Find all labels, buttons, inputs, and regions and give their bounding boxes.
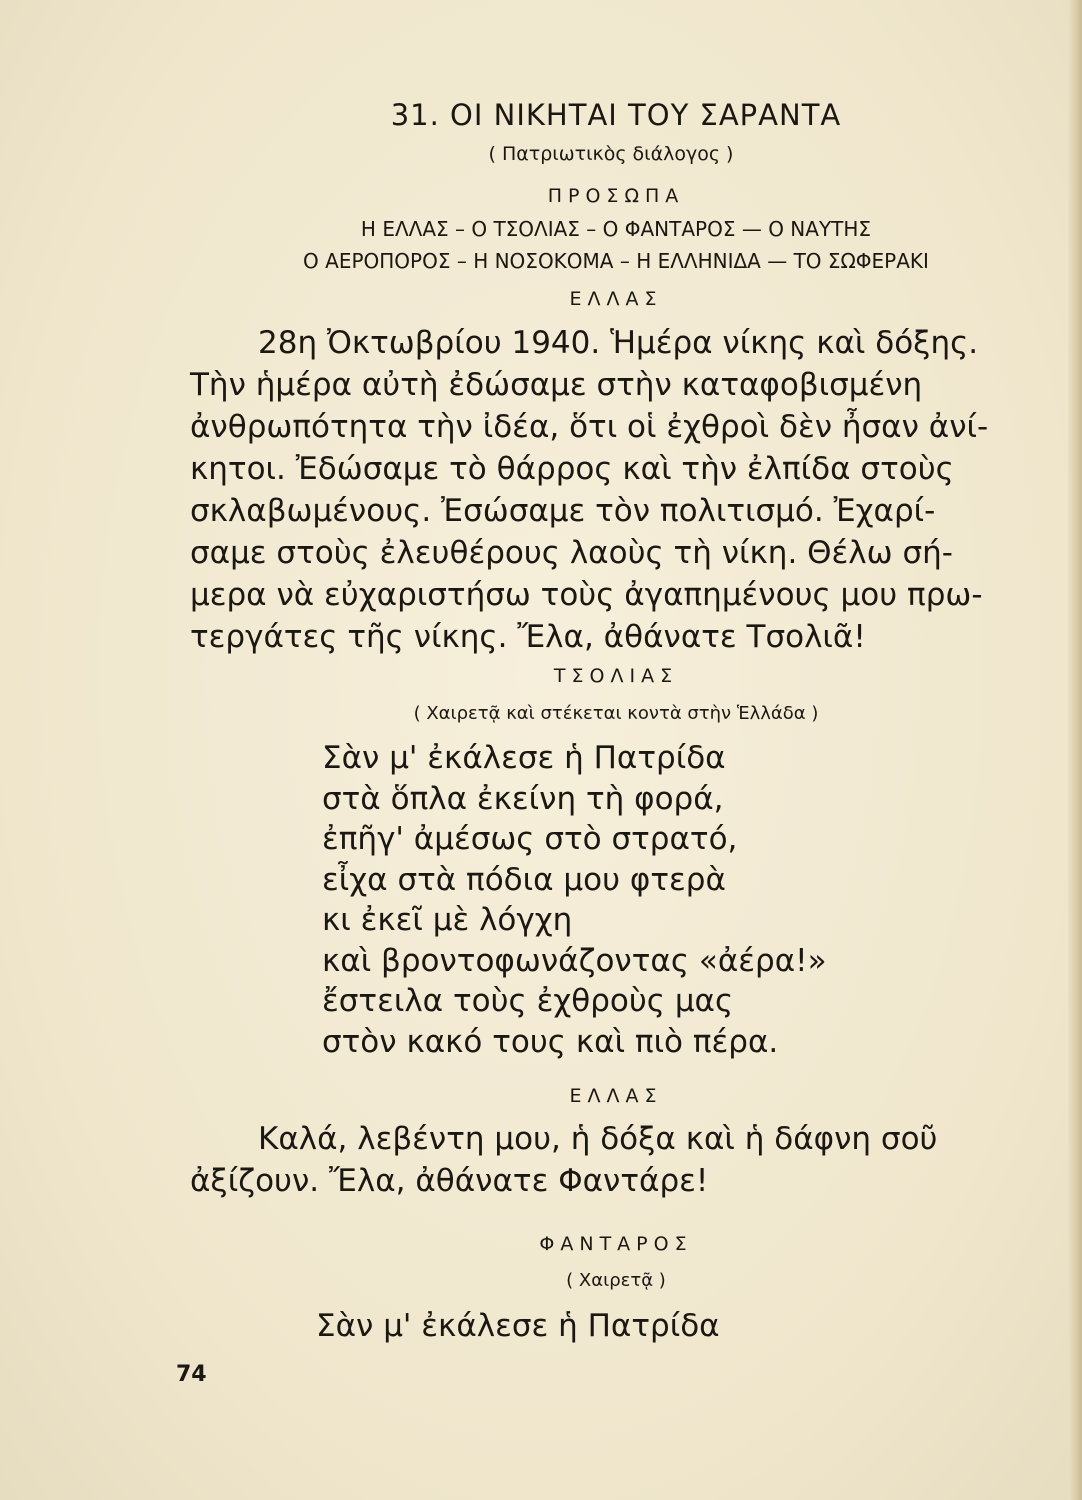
verse-line: ἔστειλα τοὺς ἐχθροὺς μας <box>322 983 734 1019</box>
persons-heading: ΠΡΟΣΩΠΑ <box>547 185 685 207</box>
speech-line: κητοι. Ἐδώσαμε τὸ θάρρος καὶ τὴν ἐλπίδα στοὺς <box>190 451 954 487</box>
verse-line: στὰ ὅπλα ἐκείνη τὴ φορά, <box>322 780 724 817</box>
poem-title: 31. ΟΙ ΝΙΚΗΤΑΙ ΤΟΥ ΣΑΡΑΝΤΑ <box>390 98 842 132</box>
speaker-fantaros: ΦΑΝΤΑΡΟΣ <box>539 1233 693 1255</box>
speech-line: σκλαβωμένους. Ἐσώσαμε τὸν πολιτισμό. Ἐχαρί- <box>190 493 936 529</box>
speaker-ellas-1: ΕΛΛΑΣ <box>569 288 663 310</box>
page-number: 74 <box>176 1362 207 1387</box>
verse-line: καὶ βροντοφωνάζοντας «ἀέρα!» <box>322 942 827 979</box>
speaker-tsolias: ΤΣΟΛΙΑΣ <box>553 665 679 687</box>
verse-fantaros <box>316 1306 720 1347</box>
speech-line: 28η Ὀκτωβρίου 1940. Ἡμέρα νίκης καὶ δόξης. <box>258 325 979 361</box>
stage-direction-tsolias: ( Χαιρετᾷ καὶ στέκεται κοντὰ στὴν Ἑλλάδα ) <box>413 703 819 724</box>
verse-line: κι ἐκεῖ μὲ λόγχη <box>322 902 573 938</box>
verse-line: εἶχα στὰ πόδια μου φτερὰ <box>322 861 726 898</box>
verse-line: στὸν κακό τους καὶ πιὸ πέρα. <box>322 1023 779 1060</box>
speech-line: τεργάτες τῆς νίκης. Ἔλα, ἀθάνατε Τσολιᾶ! <box>190 619 866 655</box>
speech-line: Τὴν ἡμέρα αὐτὴ ἐδώσαμε στὴν καταφοβισμένη <box>190 367 923 403</box>
poem-subtitle: ( Πατριωτικὸς διάλογος ) <box>488 143 734 165</box>
verse-tsolias <box>322 738 827 1062</box>
speech-line: Καλά, λεβέντη μου, ἡ δόξα καὶ ἡ δάφνη σοῦ <box>258 1121 938 1157</box>
speech-line: σαμε στοὺς ἐλευθέρους λαοὺς τὴ νίκη. Θέλω σή- <box>190 535 953 571</box>
verse-line: ἐπῆγ' ἀμέσως στὸ στρατό, <box>322 821 738 857</box>
speech-ellas-2 <box>190 1118 1030 1202</box>
speech-line: ἀξίζουν. Ἔλα, ἀθάνατε Φαντάρε! <box>190 1163 709 1199</box>
verse-line: Σὰν μ' ἐκάλεσε ἡ Πατρίδα <box>322 740 726 776</box>
speech-ellas-1 <box>190 322 1030 658</box>
cast-line-2: Ο ΑΕΡΟΠΟΡΟΣ – Η ΝΟΣΟΚΟΜΑ – Η ΕΛΛΗΝΙΔΑ — ΤΟ ΣΩΦΕΡΑΚΙ <box>303 249 929 273</box>
speech-line: μερα νὰ εὐχαριστήσω τοὺς ἀγαπημένους μου πρω- <box>190 577 983 613</box>
speaker-ellas-2: ΕΛΛΑΣ <box>569 1085 663 1107</box>
verse-line: Σὰν μ' ἐκάλεσε ἡ Πατρίδα <box>316 1308 720 1344</box>
stage-direction-fantaros: ( Χαιρετᾷ ) <box>566 1270 666 1291</box>
speech-line: ἀνθρωπότητα τὴν ἰδέα, ὅτι οἱ ἐχθροὶ δὲν ἦσαν ἀνί- <box>190 409 989 445</box>
cast-line-1: Η ΕΛΛΑΣ – Ο ΤΣΟΛΙΑΣ – Ο ΦΑΝΤΑΡΟΣ — Ο ΝΑΥΤΗΣ <box>360 217 872 241</box>
